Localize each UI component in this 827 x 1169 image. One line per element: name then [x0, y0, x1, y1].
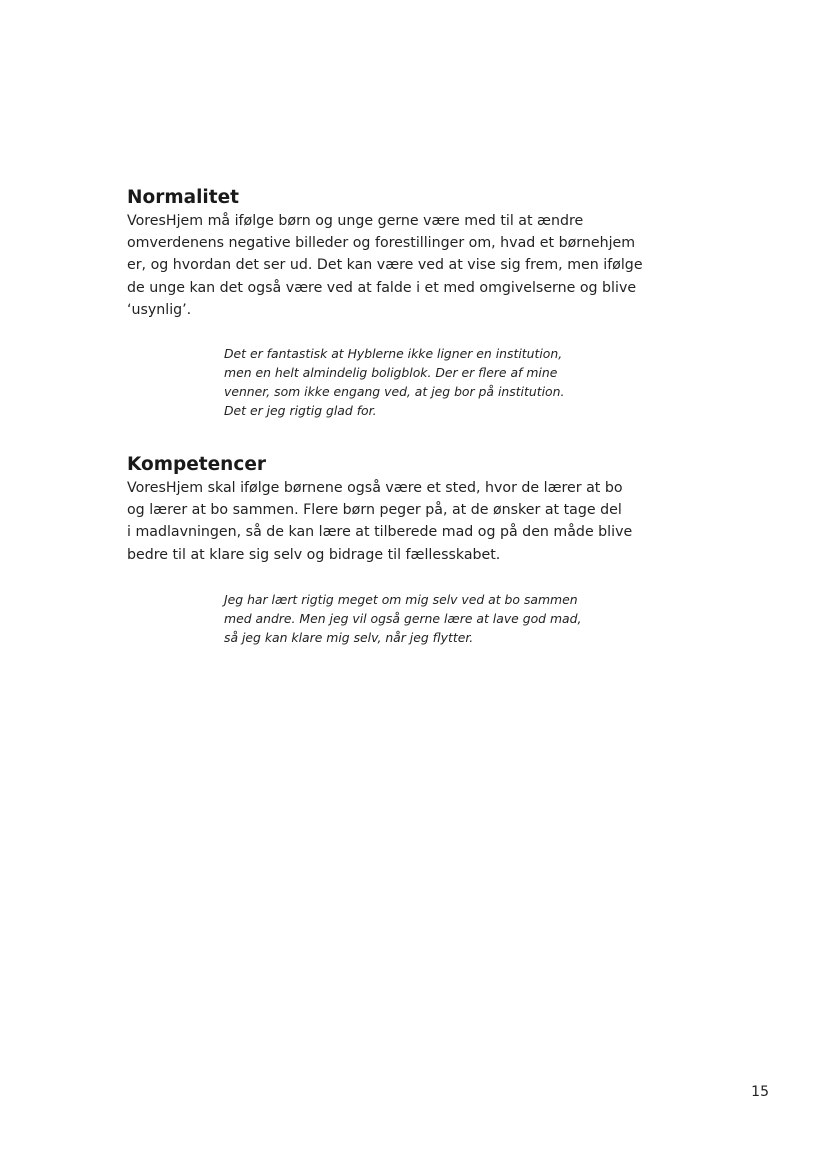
- quote-line: Jeg har lært rigtig meget om mig selv ved at bo sammen: [224, 592, 578, 607]
- body-line: omverdenens negative billeder og forestillinger om, hvad et børnehjem: [127, 235, 636, 252]
- quote-line: så jeg kan klare mig selv, når jeg flytter.: [224, 630, 474, 645]
- body-line: er, og hvordan det ser ud. Det kan være ved at vise sig frem, men ifølge: [127, 257, 643, 274]
- body-line: VoresHjem må ifølge børn og unge gerne være med til at ændre: [127, 213, 584, 229]
- page-number: 15: [751, 1084, 769, 1100]
- quote-line: men en helt almindelig boligblok. Der er flere af mine: [224, 365, 558, 380]
- quote-line: Det er jeg rigtig glad for.: [224, 403, 377, 418]
- quote-line: med andre. Men jeg vil også gerne lære at lave god mad,: [224, 611, 582, 626]
- quote-line: venner, som ikke engang ved, at jeg bor på institution.: [224, 384, 565, 399]
- quote-normalitet: [224, 344, 644, 420]
- body-line: de unge kan det også være ved at falde i et med omgivelserne og blive: [127, 279, 637, 296]
- quote-line: Det er fantastisk at Hyblerne ikke ligner en institution,: [224, 346, 563, 361]
- section-kompetencer: [127, 453, 707, 566]
- section-heading: Kompetencer: [127, 454, 266, 475]
- section-body: [127, 210, 707, 321]
- section-body: [127, 477, 707, 566]
- body-line: VoresHjem skal ifølge børnene også være et sted, hvor de lærer at bo: [127, 480, 623, 496]
- body-line: ‘usynlig’.: [127, 301, 192, 318]
- section-normalitet: [127, 186, 707, 321]
- body-line: bedre til at klare sig selv og bidrage til fællesskabet.: [127, 546, 501, 563]
- quote-kompetencer: [224, 590, 644, 647]
- body-line: og lærer at bo sammen. Flere børn peger på, at de ønsker at tage del: [127, 502, 622, 519]
- section-heading: Normalitet: [127, 187, 239, 208]
- body-line: i madlavningen, så de kan lære at tilberede mad og på den måde blive: [127, 524, 633, 541]
